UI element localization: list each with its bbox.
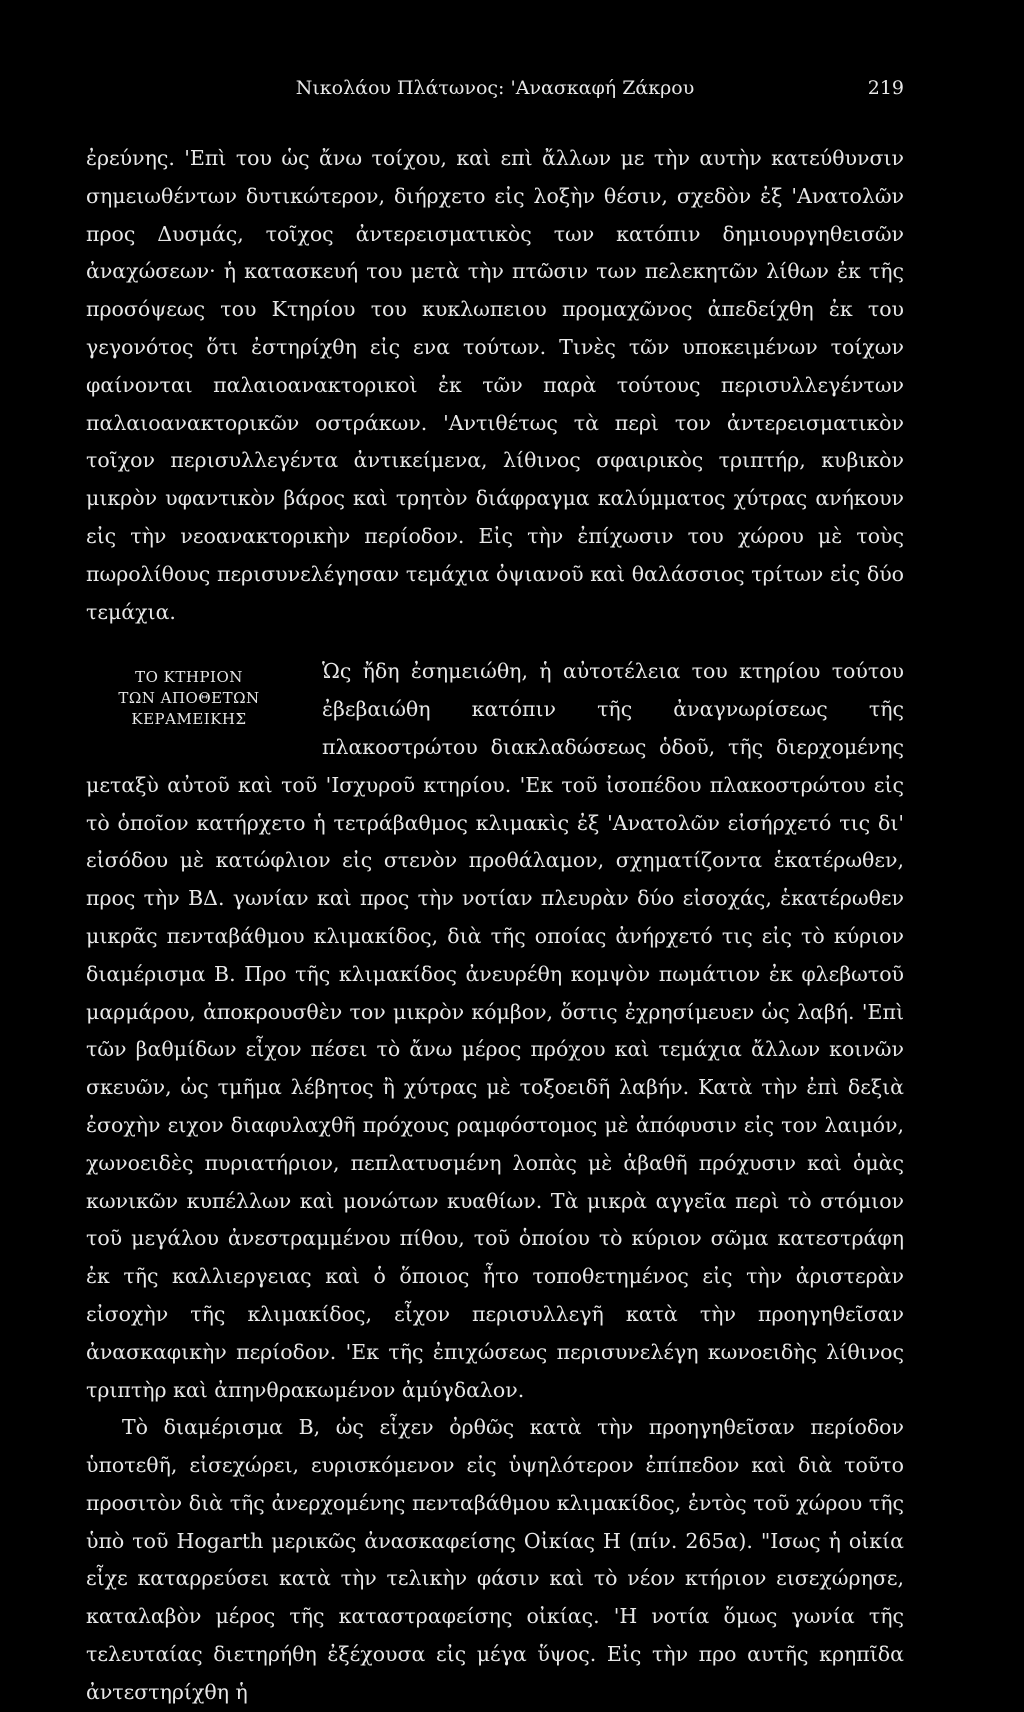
page-number: 219 [867, 77, 904, 99]
paragraph-1: ἐρεύνης. 'Επὶ του ὡς ἄνω τοίχου, καὶ επὶ ἄλλων με τὴν αυτὴν κατεύθυνσιν σημειωθέντων δυτικώτερον, διήρχετο εἰς λοξὴν θέσιν, σχεδὸν ἐξ 'Ανατολῶν προς Δυσμάς, τοῖχος ἀντερεισματικὸς των κατόπιν δημιουργηθεισῶν ἀναχώσεων· ἡ κατασκευή του μετὰ τὴν πτῶσιν των πελεκητῶν λίθων ἐκ τῆς προσόψεως του Κτηρίου του κυκλωπειου προμαχῶνος ἀπεδείχθη ἐκ του γεγονότος ὅτι ἐστηρίχθη εἰς ενα τούτων. Τινὲς τῶν υποκειμένων τοίχων φαίνονται παλαιοανακτορικοὶ ἐκ τῶν παρὰ τούτους περισυλλεγέντων παλαιοανακτορικῶν οστράκων. 'Αντιθέτως τὰ περὶ τον ἀντερεισματικὸν τοῖχον περισυλλεγέντα ἀντικείμενα, λίθινος σφαιρικὸς τριπτήρ, κυβικὸν μικρὸν υφαντικὸν βάρος καὶ τρητὸν διάφραγμα καλύμματος χύτρας ανήκουν εἰς τὴν νεοανακτορικὴν περίοδον. Εἰς τὴν ἐπίχωσιν του χώρου μὲ τοὺς πωρολίθους περισυνελέγησαν τεμάχια ὀψιανοῦ καὶ θαλάσσιος τρίτων εἰς δύο τεμάχια. [86, 146, 904, 624]
section-heading-line-1: ΤΟ ΚΤΗΡΙΟΝ [135, 668, 243, 687]
running-head [86, 77, 904, 107]
running-title: Νικολάου Πλάτωνος: 'Ανασκαφή Ζάκρου [295, 77, 695, 99]
paragraph-3: Τὸ διαμέρισμα Β, ὡς εἶχεν ὀρθῶς κατὰ τὴν προηγηθεῖσαν περίοδον ὑποτεθῆ, εἰσεχώρει, ευρισκόμενον εἰς ὑψηλότερον ἐπίπεδον καὶ διὰ τοῦτο προσιτὸν διὰ τῆς ἀνερχομένης πενταβάθμου κλιμακίδος, ἐντὸς τοῦ χώρου τῆς ὑπὸ τοῦ Hogarth μερικῶς ἀνασκαφείσης Οἰκίας Η (πίν. 265α). "Ισως ἡ οἰκία εἶχε καταρρεύσει κατὰ τὴν τελικὴν φάσιν καὶ τὸ νέον κτήριον εισεχώρησε, καταλαβὸν μέρος τῆς καταστραφείσης οἰκίας. 'Η νοτία ὅμως γωνία τῆς τελευταίας διετηρήθη ἐξέχουσα εἰς μέγα ὕψος. Εἰς τὴν προ αυτῆς κρηπῖδα ἀντεστηρίχθη ἡ [86, 1415, 904, 1704]
section-heading [86, 667, 292, 730]
paragraph-2: Ὡς ἤδη ἐσημειώθη, ἡ αὐτοτέλεια του κτηρίου τούτου ἐβεβαιώθη κατόπιν τῆς ἀναγνωρίσεως τῆς πλακοστρώτου διακλαδώσεως ὁδοῦ, τῆς διερχομένης μεταξὺ αὐτοῦ καὶ τοῦ 'Ισχυροῦ κτηρίου. 'Εκ τοῦ ἰσοπέδου πλακοστρώτου εἰς τὸ ὁποῖον κατήρχετο ἡ τετράβαθμος κλιμακὶς ἐξ 'Ανατολῶν εἰσήρχετό τις δι' εἰσόδου μὲ κατώφλιον εἰς στενὸν προθάλαμον, σχηματίζοντα ἑκατέρωθεν, προς τὴν ΒΔ. γωνίαν καὶ προς τὴν νοτίαν πλευρὰν δύο εἰσοχάς, ἑκατέρωθεν μικρᾶς πενταβάθμου κλιμακίδος, διὰ τῆς οποίας ἀνήρχετό τις εἰς τὸ κύριον διαμέρισμα Β. Προ τῆς κλιμακίδος ἀνευρέθη κομψὸν πωμάτιον ἐκ φλεβωτοῦ μαρμάρου, ἀποκρουσθὲν τον μικρὸν κόμβον, ὅστις ἐχρησίμευεν ὡς λαβή. 'Επὶ τῶν βαθμίδων εἶχον πέσει τὸ ἄνω μέρος πρόχου καὶ τεμάχια ἄλλων κοινῶν σκευῶν, ὡς τμῆμα λέβητος ἢ χύτρας μὲ τοξοειδῆ λαβήν. Κατὰ τὴν ἐπὶ δεξιὰ ἐσοχὴν ειχον διαφυλαχθῆ πρόχους ραμφόστομος μὲ ἀπόφυσιν εἰς τον λαιμόν, χωνοειδὲς πυριατήριον, πεπλατυσμένη λοπὰς μὲ ἀβαθῆ πρόχυσιν καὶ ὁμὰς κωνικῶν κυπέλλων καὶ μονώτων κυαθίων. Τὰ μικρὰ αγγεῖα περὶ τὸ στόμιον τοῦ μεγάλου ἀνεστραμμένου πίθου, τοῦ ὁποίου τὸ κύριον σῶμα κατεστράφη ἐκ τῆς καλλιεργειας καὶ ὁ ὅποιος ἦτο τοποθετημένος εἰς τὴν ἀριστερὰν εἰσοχὴν τῆς κλιμακίδος, εἶχον περισυλλεγῆ κατὰ τὴν προηγηθεῖσαν ἀνασκαφικὴν περίοδον. 'Εκ τῆς ἐπιχώσεως περισυνελέγη κωνοειδὴς λίθινος τριπτὴρ καὶ ἀπηνθρακωμένον ἀμύγδαλον. [86, 659, 904, 1402]
section-block [86, 653, 904, 1409]
section-heading-line-3: ΚΕΡΑΜΕΙΚΗΣ [131, 710, 247, 729]
body-text [86, 140, 904, 1712]
section-heading-line-2: ΤΩΝ ΑΠΟΘΕΤΩΝ [118, 689, 260, 708]
